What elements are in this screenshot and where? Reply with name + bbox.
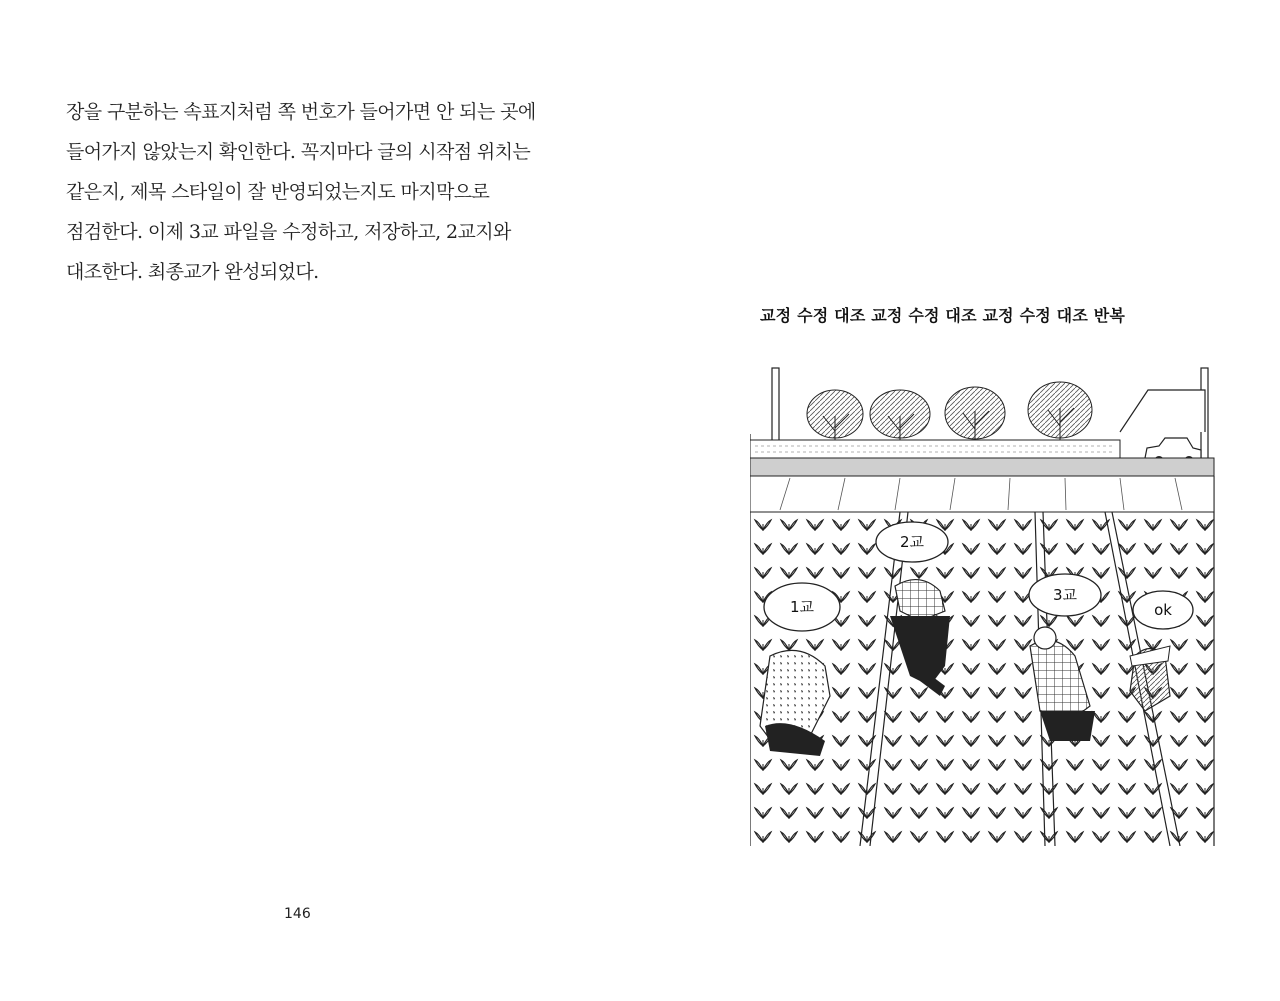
bubble-4 (1133, 591, 1193, 629)
bubble-4-label: ok (1154, 601, 1172, 619)
worker-1 (760, 650, 830, 756)
bubble-3 (1029, 574, 1101, 616)
bubble-2 (876, 522, 948, 562)
right-page (640, 0, 1280, 1001)
bubble-2-label: 2교 (899, 533, 925, 551)
body-paragraph (66, 92, 566, 292)
field-border (750, 476, 1214, 512)
page-number: 146 (284, 906, 311, 922)
text-line: 들어가지 않았는지 확인한다. 꼭지마다 글의 시작점 위치는 (66, 141, 531, 163)
text-line: 대조한다. 최종교가 완성되었다. (66, 261, 319, 283)
illustration-caption: 교정 수정 대조 교정 수정 대조 교정 수정 대조 반복 (760, 306, 1126, 325)
field-illustration (750, 366, 1215, 846)
text-line: 점검한다. 이제 3교 파일을 수정하고, 저장하고, 2교지와 (66, 221, 511, 243)
field-drawing (750, 366, 1215, 846)
bubble-1 (764, 583, 840, 631)
text-line: 장을 구분하는 속표지처럼 쪽 번호가 들어가면 안 되는 곳에 (66, 101, 536, 123)
wall (750, 440, 1120, 458)
building (1120, 390, 1205, 432)
road (750, 458, 1214, 476)
bubble-3-label: 3교 (1052, 586, 1078, 604)
bubble-1-label: 1교 (789, 598, 815, 616)
text-line: 같은지, 제목 스타일이 잘 반영되었는지도 마지막으로 (66, 181, 490, 203)
